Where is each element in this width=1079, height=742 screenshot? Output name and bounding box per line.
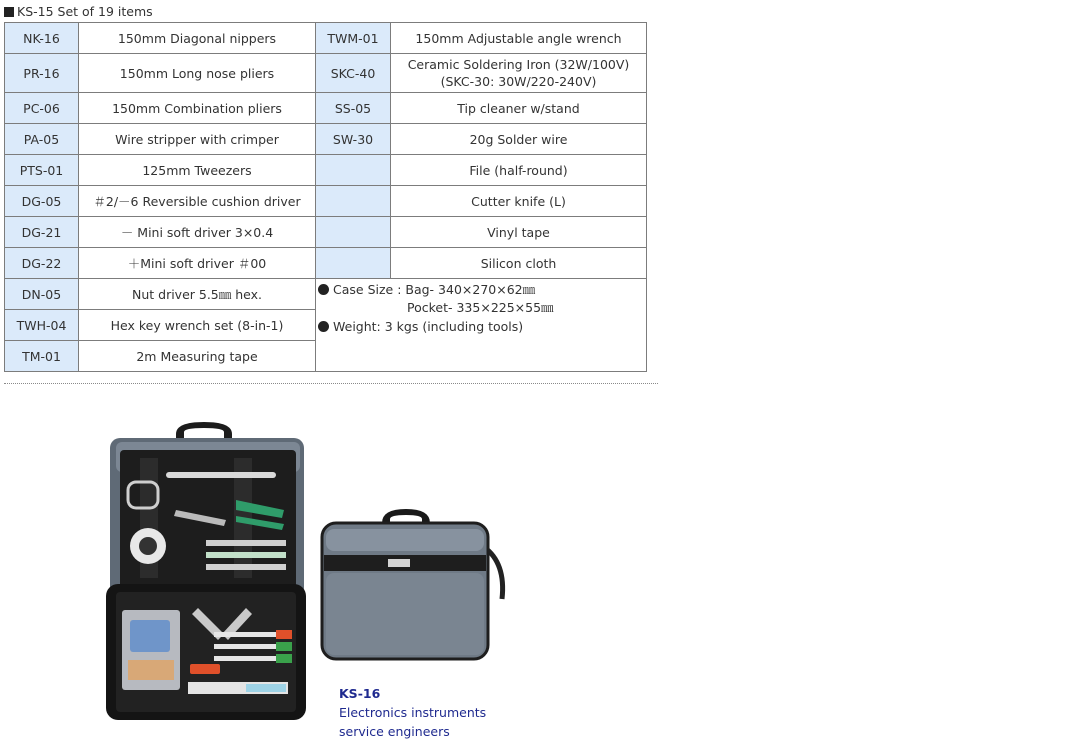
item-description: File (half-round) (391, 155, 647, 186)
tool-items-table (4, 22, 647, 372)
item-code: PC-06 (5, 93, 79, 124)
dotted-divider (4, 383, 658, 384)
item-description: － Mini soft driver 3×0.4 (79, 217, 316, 248)
weight-text: Weight: 3 kgs (including tools) (333, 319, 524, 334)
item-description: 150mm Long nose pliers (79, 54, 316, 93)
item-code: NK-16 (5, 23, 79, 54)
item-code (316, 217, 391, 248)
set-title (4, 4, 153, 19)
item-code: DG-21 (5, 217, 79, 248)
item-code (316, 155, 391, 186)
item-code: PR-16 (5, 54, 79, 93)
caption-line: Electronics instruments (339, 705, 487, 720)
bullet-icon (318, 321, 329, 332)
item-description: Tip cleaner w/stand (391, 93, 647, 124)
closed-tool-bag-image (318, 503, 510, 665)
case-size-pocket: Pocket- 335×225×55㎜ (407, 300, 554, 315)
item-description: 20g Solder wire (391, 124, 647, 155)
item-description: ＋Mini soft driver ＃00 (79, 248, 316, 279)
item-code: TWM-01 (316, 23, 391, 54)
table-row (5, 155, 647, 186)
case-size-bag: Case Size : Bag- 340×270×62㎜ (333, 282, 536, 297)
table-row (5, 124, 647, 155)
item-code: DG-22 (5, 248, 79, 279)
item-code: SKC-40 (316, 54, 391, 93)
item-code: DG-05 (5, 186, 79, 217)
item-code: PTS-01 (5, 155, 79, 186)
item-code: DN-05 (5, 279, 79, 310)
item-code (316, 248, 391, 279)
item-description-multiline (391, 54, 647, 93)
item-description: Cutter knife (L) (391, 186, 647, 217)
table-row (5, 54, 647, 93)
table-row (5, 279, 647, 310)
item-description: ＃2/－6 Reversible cushion driver (79, 186, 316, 217)
item-description: 150mm Combination pliers (79, 93, 316, 124)
bullet-icon (318, 284, 329, 295)
table-row (5, 186, 647, 217)
item-description: Nut driver 5.5㎜ hex. (79, 279, 316, 310)
item-code: SW-30 (316, 124, 391, 155)
case-size-note (318, 280, 646, 299)
table-row (5, 217, 647, 248)
product-code: KS-16 (339, 686, 381, 701)
item-code (316, 186, 391, 217)
case-notes (316, 279, 647, 372)
open-tool-bag-image (106, 420, 306, 720)
product-caption (339, 684, 486, 741)
weight-note (318, 317, 646, 336)
item-description: Wire stripper with crimper (79, 124, 316, 155)
table-row (5, 23, 647, 54)
caption-line: service engineers (339, 724, 450, 739)
item-description: Silicon cloth (391, 248, 647, 279)
item-code: TM-01 (5, 341, 79, 372)
item-description: Vinyl tape (391, 217, 647, 248)
item-description-line: (SKC-30: 30W/220-240V) (440, 74, 597, 89)
item-description: 2m Measuring tape (79, 341, 316, 372)
table-row (5, 248, 647, 279)
square-bullet-icon (4, 7, 14, 17)
item-description-line: Ceramic Soldering Iron (32W/100V) (407, 57, 630, 72)
item-code: PA-05 (5, 124, 79, 155)
set-title-text: KS-15 Set of 19 items (17, 4, 153, 19)
table-row (5, 93, 647, 124)
item-description: 125mm Tweezers (79, 155, 316, 186)
item-description: 150mm Adjustable angle wrench (391, 23, 647, 54)
item-description: Hex key wrench set (8-in-1) (79, 310, 316, 341)
item-code: TWH-04 (5, 310, 79, 341)
item-code: SS-05 (316, 93, 391, 124)
item-description: 150mm Diagonal nippers (79, 23, 316, 54)
